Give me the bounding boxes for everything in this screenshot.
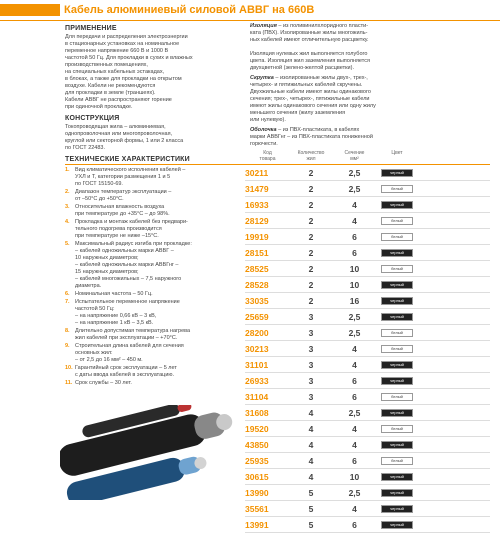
cross-section: 2,5: [348, 407, 361, 418]
color-cell: [377, 201, 417, 209]
table-header: [245, 150, 490, 165]
spec-text: Относительная влажность воздуха при температуре до +35°С – до 98%.: [75, 204, 170, 217]
spec-number: 3.: [65, 204, 70, 210]
spec-text: Диапазон температур эксплуатации – от –50°С до +50°С.: [75, 189, 172, 202]
product-code: 19919: [245, 231, 269, 242]
cross-section: 2,5: [348, 327, 361, 338]
color-cell: [377, 521, 417, 529]
color-swatch: белый: [381, 185, 413, 193]
table-row: [245, 165, 490, 181]
cross-section: 6: [352, 231, 357, 242]
table-row: [245, 309, 490, 325]
table-row: [245, 325, 490, 341]
color-cell: [377, 505, 417, 513]
product-code: 26933: [245, 375, 269, 386]
core-count: 4: [308, 455, 314, 466]
description-block: [250, 75, 490, 124]
table-row: [245, 181, 490, 197]
cross-section: 6: [352, 519, 357, 530]
product-code: 25659: [245, 311, 269, 322]
core-count: 5: [308, 503, 314, 514]
color-cell: [377, 425, 417, 433]
product-code: 31479: [245, 183, 269, 194]
table-header-cell: Цвет: [391, 150, 403, 156]
product-table: [245, 150, 490, 533]
spec-text: Строительная длина кабелей для сечения основных жил: – от 2,5 до 16 мм² – 450 м.: [75, 343, 184, 363]
table-header-cell: Сечение мм²: [344, 150, 365, 162]
color-swatch: черный: [381, 249, 413, 257]
color-swatch: черный: [381, 297, 413, 305]
table-row: [245, 437, 490, 453]
color-cell: [377, 377, 417, 385]
color-swatch: черный: [381, 489, 413, 497]
specs-heading: ТЕХНИЧЕСКИЕ ХАРАКТЕРИСТИКИ: [65, 156, 245, 165]
core-count: 4: [308, 423, 314, 434]
cross-section: 10: [349, 279, 360, 290]
spec-item: [65, 219, 245, 240]
cross-section: 4: [352, 359, 357, 370]
table-row: [245, 197, 490, 213]
description-text: – изолированные жилы двух-, трех-, четырех- и пятижильных кабелей скручены. Двухжильные кабели имеют жилы одинакового сечения; трех-, четырех-, пятижильные кабели имеют жилы одинакового сечения или одну жилу меньшего сечения (жилу заземления или нулевую).: [250, 75, 376, 123]
product-code: 30211: [245, 167, 269, 178]
spec-number: 9.: [65, 343, 70, 349]
color-swatch: белый: [381, 393, 413, 401]
core-count: 2: [308, 247, 314, 258]
color-swatch: белый: [381, 217, 413, 225]
spec-item: [65, 343, 245, 364]
description-block: [250, 23, 490, 72]
spec-item: [65, 291, 245, 298]
header-divider: [0, 20, 500, 21]
color-swatch: белый: [381, 425, 413, 433]
cable-image: [60, 405, 245, 500]
table-row: [245, 501, 490, 517]
color-swatch: черный: [381, 281, 413, 289]
table-row: [245, 229, 490, 245]
cross-section: 10: [349, 471, 360, 482]
color-cell: [377, 361, 417, 369]
color-swatch: черный: [381, 505, 413, 513]
table-row: [245, 469, 490, 485]
core-count: 3: [308, 359, 314, 370]
right-column: [250, 23, 490, 151]
cross-section: 2,5: [348, 311, 361, 322]
product-code: 13991: [245, 519, 269, 530]
product-code: 31104: [245, 391, 269, 402]
core-count: 2: [308, 183, 314, 194]
core-count: 4: [308, 471, 314, 482]
table-row: [245, 245, 490, 261]
product-code: 35561: [245, 503, 269, 514]
color-swatch: черный: [381, 441, 413, 449]
spec-text: Максимальный радиус изгиба при прокладке: – кабелей одножильных марки АВВГ – 10 наружных диаметров; – кабелей одножильных марки АВВГнг – 15 наружных диаметров; – кабелей многожильных – 7,5 наружного диаметра.: [75, 241, 192, 289]
spec-item: [65, 189, 245, 203]
product-code: 33035: [245, 295, 269, 306]
table-header-cell: Количество жил: [297, 150, 325, 162]
description-lead: Оболочка: [250, 127, 277, 133]
table-row: [245, 453, 490, 469]
color-cell: [377, 457, 417, 465]
core-count: 5: [308, 487, 314, 498]
color-swatch: белый: [381, 345, 413, 353]
color-swatch: черный: [381, 521, 413, 529]
table-row: [245, 373, 490, 389]
core-count: 4: [308, 439, 314, 450]
description-lead: Изоляция: [250, 23, 277, 29]
table-row: [245, 261, 490, 277]
color-swatch: черный: [381, 409, 413, 417]
table-row: [245, 341, 490, 357]
application-heading: ПРИМЕНЕНИЕ: [65, 25, 117, 32]
color-swatch: белый: [381, 233, 413, 241]
core-count: 3: [308, 311, 314, 322]
cross-section: 2,5: [348, 167, 361, 178]
spec-number: 4.: [65, 219, 70, 225]
color-swatch: черный: [381, 313, 413, 321]
color-cell: [377, 329, 417, 337]
spec-text: Длительно допустимая температура нагрева жил кабелей при эксплуатации – +70°С.: [75, 328, 191, 341]
product-code: 25935: [245, 455, 269, 466]
page-title: Кабель алюминиевый силовой АВВГ на 660В: [64, 4, 315, 16]
cross-section: 16: [349, 295, 360, 306]
spec-text: Номинальная частота – 50 Гц.: [75, 291, 153, 297]
core-count: 2: [308, 231, 314, 242]
color-cell: [377, 281, 417, 289]
product-code: 28151: [245, 247, 269, 258]
color-cell: [377, 441, 417, 449]
color-swatch: черный: [381, 361, 413, 369]
core-count: 2: [308, 199, 314, 210]
table-row: [245, 405, 490, 421]
left-column: [65, 23, 245, 388]
description-text: – из ПВХ-пластиката, в кабелях марки АВВГнг – из ПВХ-пластиката пониженной горючести.: [250, 127, 373, 147]
core-count: 3: [308, 343, 314, 354]
core-count: 3: [308, 327, 314, 338]
spec-number: 2.: [65, 189, 70, 195]
table-row: [245, 421, 490, 437]
specs-list: [65, 167, 245, 387]
cross-section: 2,5: [348, 487, 361, 498]
color-swatch: черный: [381, 473, 413, 481]
color-cell: [377, 313, 417, 321]
core-count: 2: [308, 167, 314, 178]
table-row: [245, 485, 490, 501]
color-cell: [377, 473, 417, 481]
color-swatch: черный: [381, 377, 413, 385]
color-swatch: черный: [381, 201, 413, 209]
construction-text: Токопроводящая жила – алюминиевая, однопроволочная или многопроволочная, круглой или секторной формы, 1 или 2 класса по ГОСТ 22483.: [65, 124, 184, 151]
color-swatch: белый: [381, 265, 413, 273]
spec-item: [65, 365, 245, 379]
table-header-cell: Код товара: [259, 150, 276, 162]
product-code: 19520: [245, 423, 269, 434]
color-swatch: белый: [381, 457, 413, 465]
table-row: [245, 389, 490, 405]
color-cell: [377, 233, 417, 241]
product-code: 28200: [245, 327, 269, 338]
color-cell: [377, 345, 417, 353]
description-text: – из поливинилхлоридного пласти- ката (ПВХ). Изолированные жилы многожиль- ных кабелей имеют отличительную расцветку. Изоляция нулевых жил выполняется голубого цвета. Изоляция жил заземления выполняется двухцветной (зелено-желтой расцветки).: [250, 23, 370, 71]
spec-item: [65, 167, 245, 188]
spec-text: Вид климатического исполнения кабелей – УХЛ и Т, категории размещения 1 и 5 по ГОСТ 15150-69.: [75, 167, 186, 187]
page-header: [0, 0, 500, 20]
core-count: 2: [308, 215, 314, 226]
color-cell: [377, 297, 417, 305]
table-row: [245, 357, 490, 373]
color-cell: [377, 409, 417, 417]
cross-section: 2,5: [348, 183, 361, 194]
spec-number: 8.: [65, 328, 70, 334]
cross-section: 4: [352, 215, 357, 226]
application-text: Для передачи и распределения электроэнергии в стационарных установках на номинальное переменное напряжение 660 В и 1000 В частотой 50 Гц. Для прокладки в сухих и влажных производственных помещениях, на специальных кабельных эстакадах, в блоках, а также для прокладки на открытом воздухе. Кабели не рекомендуются для прокладки в земле (траншеях). Кабели АВВГ не распространяют горение при одиночной прокладке.: [65, 34, 193, 110]
spec-number: 5.: [65, 241, 70, 247]
cross-section: 6: [352, 455, 357, 466]
spec-item: [65, 299, 245, 327]
header-accent-bar: [0, 4, 60, 16]
core-count: 3: [308, 391, 314, 402]
color-cell: [377, 169, 417, 177]
cross-section: 4: [352, 423, 357, 434]
product-code: 13990: [245, 487, 269, 498]
spec-number: 11.: [65, 380, 73, 386]
description-block: [250, 127, 490, 148]
cross-section: 10: [349, 263, 360, 274]
product-code: 43850: [245, 439, 269, 450]
spec-text: Срок службы – 30 лет.: [75, 380, 132, 386]
product-code: 30615: [245, 471, 269, 482]
spec-number: 7.: [65, 299, 70, 305]
table-body: [245, 165, 490, 533]
product-code: 30213: [245, 343, 269, 354]
cross-section: 6: [352, 391, 357, 402]
color-cell: [377, 185, 417, 193]
spec-text: Прокладка и монтаж кабелей без предвари- тельного подогрева производится при температуре не ниже –15°С.: [75, 219, 188, 239]
core-count: 2: [308, 279, 314, 290]
table-row: [245, 293, 490, 309]
core-count: 2: [308, 263, 314, 274]
color-cell: [377, 217, 417, 225]
product-code: 28129: [245, 215, 269, 226]
product-code: 28528: [245, 279, 269, 290]
core-count: 5: [308, 519, 314, 530]
construction-heading: КОНСТРУКЦИЯ: [65, 115, 120, 122]
table-row: [245, 277, 490, 293]
spec-item: [65, 204, 245, 218]
spec-item: [65, 380, 245, 387]
table-row: [245, 213, 490, 229]
spec-number: 6.: [65, 291, 70, 297]
core-count: 4: [308, 407, 314, 418]
color-swatch: белый: [381, 329, 413, 337]
core-count: 3: [308, 375, 314, 386]
spec-item: [65, 241, 245, 290]
core-count: 2: [308, 295, 314, 306]
spec-number: 1.: [65, 167, 70, 173]
spec-number: 10.: [65, 365, 73, 371]
color-cell: [377, 393, 417, 401]
product-code: 16933: [245, 199, 269, 210]
color-cell: [377, 489, 417, 497]
spec-text: Испытательное переменное напряжение частотой 50 Гц: – на напряжение 0,66 кВ – 3 кВ, – на напряжение 1 кВ – 3,5 кВ.: [75, 299, 180, 326]
cross-section: 4: [352, 343, 357, 354]
cross-section: 4: [352, 439, 357, 450]
cross-section: 6: [352, 375, 357, 386]
product-code: 28525: [245, 263, 269, 274]
cross-section: 4: [352, 199, 357, 210]
color-swatch: черный: [381, 169, 413, 177]
color-cell: [377, 249, 417, 257]
product-code: 31608: [245, 407, 269, 418]
cross-section: 4: [352, 503, 357, 514]
table-row: [245, 517, 490, 533]
color-cell: [377, 265, 417, 273]
product-code: 31101: [245, 359, 269, 370]
spec-item: [65, 328, 245, 342]
spec-text: Гарантийный срок эксплуатации – 5 лет с даты ввода кабелей в эксплуатацию.: [75, 365, 177, 378]
description-lead: Скрутка: [250, 75, 274, 81]
cross-section: 6: [352, 247, 357, 258]
